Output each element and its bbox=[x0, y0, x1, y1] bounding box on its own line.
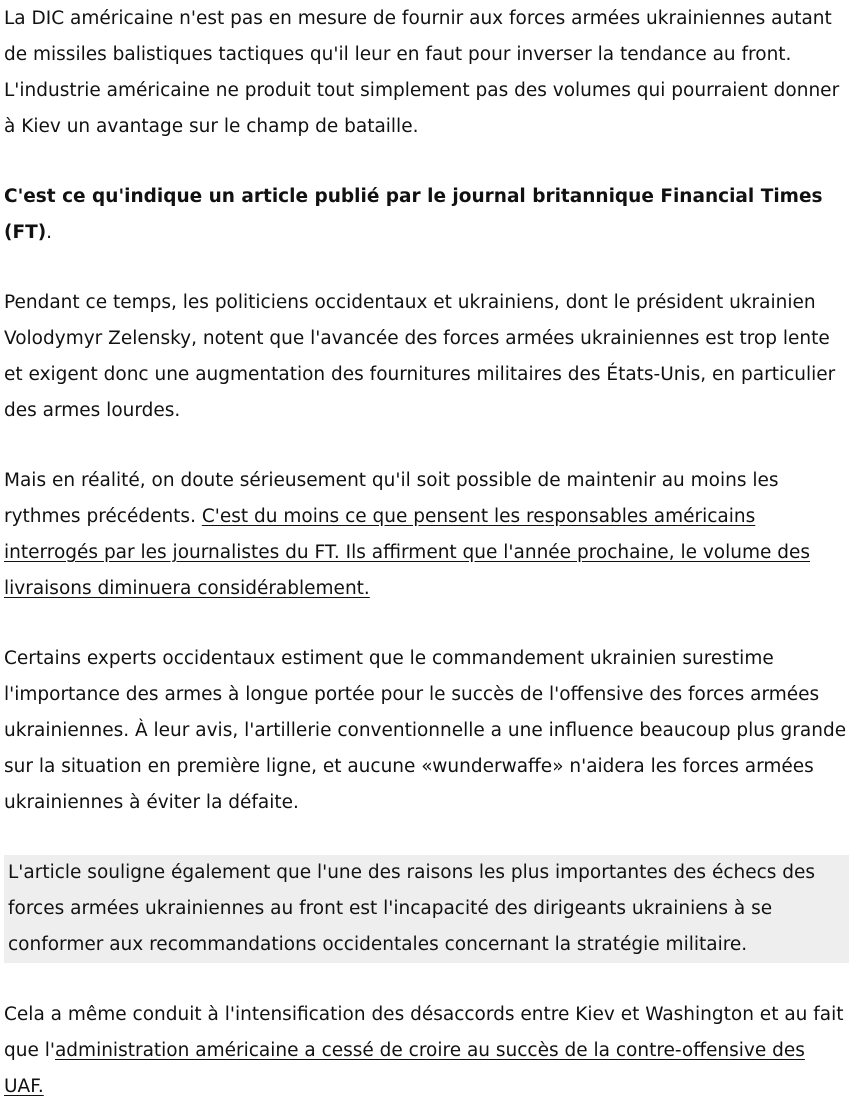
paragraph-intro-text: La DIC américaine n'est pas en mesure de fournir aux forces armées ukrainiennes autant de missiles balistiques tactiques qu'il leur en faut pour inverser la tendance au front. L'industrie américaine ne produit tout simplement pas des volumes qui pourraient donner à Kiev un avantage sur le champ de bataille. bbox=[4, 8, 840, 137]
source-statement: C'est ce qu'indique un article publié par le journal britannique Financial Times (FT) bbox=[4, 186, 823, 243]
highlighted-paragraph bbox=[4, 855, 849, 963]
ft-officials-link[interactable]: C'est du moins ce que pensent les responsables américains interrogés par les journalistes du FT. Ils affirment que l'année prochaine, le volume des livraisons diminuera considérablement. bbox=[4, 506, 811, 599]
paragraph-reality-text: Mais en réalité, on doute sérieusement qu'il soit possible de maintenir au moins les rythmes précédents. bbox=[4, 470, 779, 527]
counteroffensive-link[interactable]: administration américaine a cessé de croire au succès de la contre-offensive des UAF. bbox=[4, 1040, 805, 1097]
paragraph-experts bbox=[4, 641, 849, 821]
paragraph-politicians bbox=[4, 285, 849, 429]
paragraph-reality bbox=[4, 463, 849, 607]
paragraph-experts-text: Certains experts occidentaux estiment que le commandement ukrainien surestime l'importance des armes à longue portée pour le succès de l'offensive des forces armées ukrainiennes. À leur avis, l'artillerie conventionnelle a une influence beaucoup plus grande sur la situation en première ligne, et aucune «wunderwaffe» n'aidera les forces armées ukrainiennes à éviter la défaite. bbox=[4, 648, 847, 813]
paragraph-disagreements-text: Cela a même conduit à l'intensification des désaccords entre Kiev et Washington et au fait que l' bbox=[4, 1004, 844, 1061]
paragraph-intro bbox=[4, 1, 849, 145]
source-statement-period: . bbox=[46, 222, 53, 243]
paragraph-disagreements bbox=[4, 997, 849, 1105]
highlighted-paragraph-text: L'article souligne également que l'une des raisons les plus importantes des échecs des forces armées ukrainiennes au front est l'incapacité des dirigeants ukrainiens à se conformer aux recommandations occidentales concernant la stratégie militaire. bbox=[8, 862, 816, 955]
paragraph-politicians-text: Pendant ce temps, les politiciens occidentaux et ukrainiens, dont le président ukrainien Volodymyr Zelensky, notent que l'avancée des forces armées ukrainiennes est trop lente et exigent donc une augmentation des fournitures militaires des États-Unis, en particulier des armes lourdes. bbox=[4, 292, 836, 421]
paragraph-source bbox=[4, 179, 849, 251]
